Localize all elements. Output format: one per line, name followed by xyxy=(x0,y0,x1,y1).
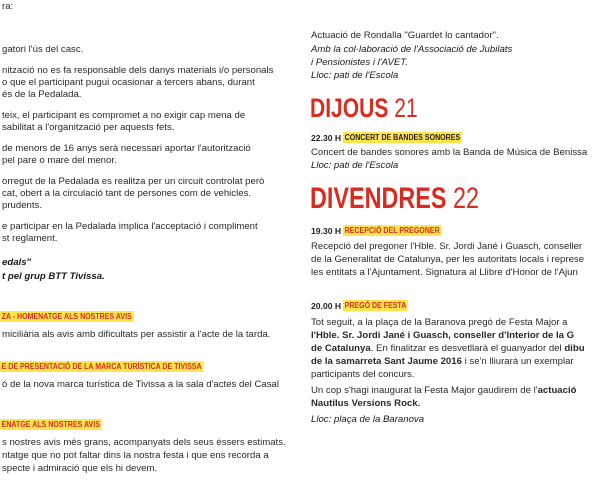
day-heading-divendres xyxy=(310,184,479,214)
event-description: Actuació de Rondalla "Guardet lo cantador". xyxy=(311,30,499,41)
event-time: 19.30 H xyxy=(311,225,342,236)
rule-line: st reglament. xyxy=(2,233,58,244)
rule-line: de menors de 16 anys serà necessari aportar l'autorització xyxy=(2,143,251,154)
event-description-row xyxy=(311,356,574,368)
event-heading-highlight: ENATGE ALS NOSTRES AVIS xyxy=(1,419,100,429)
event-description: s nostres avis més grans, acompanyats dels seus éssers estimats. xyxy=(2,437,286,448)
event-description-row xyxy=(311,385,577,397)
highlight-text: actuació xyxy=(537,385,577,396)
text-run: i se'n lliurarà un exemplar xyxy=(461,356,574,367)
event-description: ntatge que no pot faltar dins la nostra festa i que ens recorda a xyxy=(2,450,269,461)
day-heading-dijous xyxy=(310,95,418,122)
event-title-highlight: CONCERT DE BANDES SONORES xyxy=(344,132,461,142)
rules-heading: ra: xyxy=(2,1,14,12)
text-run: Un cop s'hagi inaugurat la Festa Major gaudirem de l' xyxy=(311,385,538,396)
event-title-highlight: RECEPCIÓ DEL PREGONER xyxy=(344,225,440,235)
highlight-text: de la samarreta Sant Jaume 2016 xyxy=(311,356,462,367)
event-description: Recepció del pregoner l'Hble. Sr. Jordi Jané i Guasch, conseller xyxy=(311,241,583,252)
event-location: Lloc: pati de l'Escola xyxy=(311,160,399,171)
event-heading-highlight: E DE PRESENTACIÓ DE LA MARCA TURÍSTICA DE TIVISSA xyxy=(1,361,202,371)
event-time: 22.30 H xyxy=(311,132,342,143)
highlight-text: de Catalunya xyxy=(311,343,371,354)
event-heading-highlight: ZA - HOMENATGE ALS NOSTRES AVIS xyxy=(1,311,132,321)
event-description: Tot seguit, a la plaça de la Baranova pregó de Festa Major a xyxy=(311,317,568,328)
rule-line: prudents. xyxy=(2,200,43,211)
day-number: 21 xyxy=(394,93,418,123)
rule-line: nització no es fa responsable dels danys materials i/o personals xyxy=(2,65,274,76)
event-description: l'Hble. Sr. Jordi Jané i Guasch, conseller d'Interior de la G xyxy=(311,330,575,341)
event-location: Lloc: plaça de la Baranova xyxy=(311,414,425,425)
rule-line: pel pare o mare del menor. xyxy=(2,155,117,166)
event-description: de la Generalitat de Catalunya, per les autoritats locals i represe xyxy=(311,254,585,265)
event-title: edals" xyxy=(2,257,32,268)
event-title-highlight: PREGÓ DE FESTA xyxy=(344,300,407,310)
event-description: Nautilus Versions Rock. xyxy=(311,398,421,409)
rule-line: sabilitat a l'organització per aquests fets. xyxy=(2,122,175,133)
day-word: DIVENDRES xyxy=(310,182,447,215)
event-header-row xyxy=(311,132,488,143)
event-description: les entitats a l'Ajuntament. Signatura al Llibre d'Honor de l'Ajun xyxy=(311,267,578,278)
event-collaboration: Amb la col·laboració de l'Associació de Jubilats xyxy=(311,44,513,55)
event-time: 20.00 H xyxy=(311,300,342,311)
event-credit: t pel grup BTT Tivissa. xyxy=(2,271,105,282)
rule-line: gatori l'ús del casc. xyxy=(2,44,84,55)
event-description: Concert de bandes sonores amb la Banda de Música de Benissa xyxy=(311,147,588,158)
event-header-row xyxy=(311,225,463,236)
left-column xyxy=(0,0,292,500)
rule-line: teix, el participant es compromet a no exigir cap mena de xyxy=(2,110,246,121)
event-collaboration: i Pensionistes i l'AVET. xyxy=(311,57,408,68)
rule-line: o que el participant pugui ocasionar a tercers abans, durant xyxy=(2,77,255,88)
rule-line: e participar en la Pedalada implica l'acceptació i compliment xyxy=(2,221,258,232)
rule-line: orregut de la Pedalada es realitza per un circuit controlat però xyxy=(2,176,265,187)
right-column xyxy=(305,0,600,500)
event-description-row xyxy=(311,343,585,355)
event-description: specte i admiració que els hi devem. xyxy=(2,463,158,474)
highlight-text: dibu xyxy=(564,343,585,354)
day-word: DIJOUS xyxy=(310,93,389,123)
event-description: participants del concurs. xyxy=(311,369,415,380)
text-run: . En finalitzar es desvetllarà el guanyador del xyxy=(370,343,562,354)
event-location: Lloc: pati de l'Escola xyxy=(311,70,399,81)
event-description: ó de la nova marca turística de Tivissa a la sala d'actes del Casal xyxy=(2,379,279,390)
rule-line: és de la Pedalada. xyxy=(2,89,82,100)
event-header-row xyxy=(311,300,422,311)
rule-line: cat, obert a la circulació tant de persones com de vehicles. xyxy=(2,188,252,199)
event-description: miciliària als avis amb dificultats per assistir a l'acte de la tarda. xyxy=(2,329,271,340)
day-number: 22 xyxy=(453,182,480,215)
